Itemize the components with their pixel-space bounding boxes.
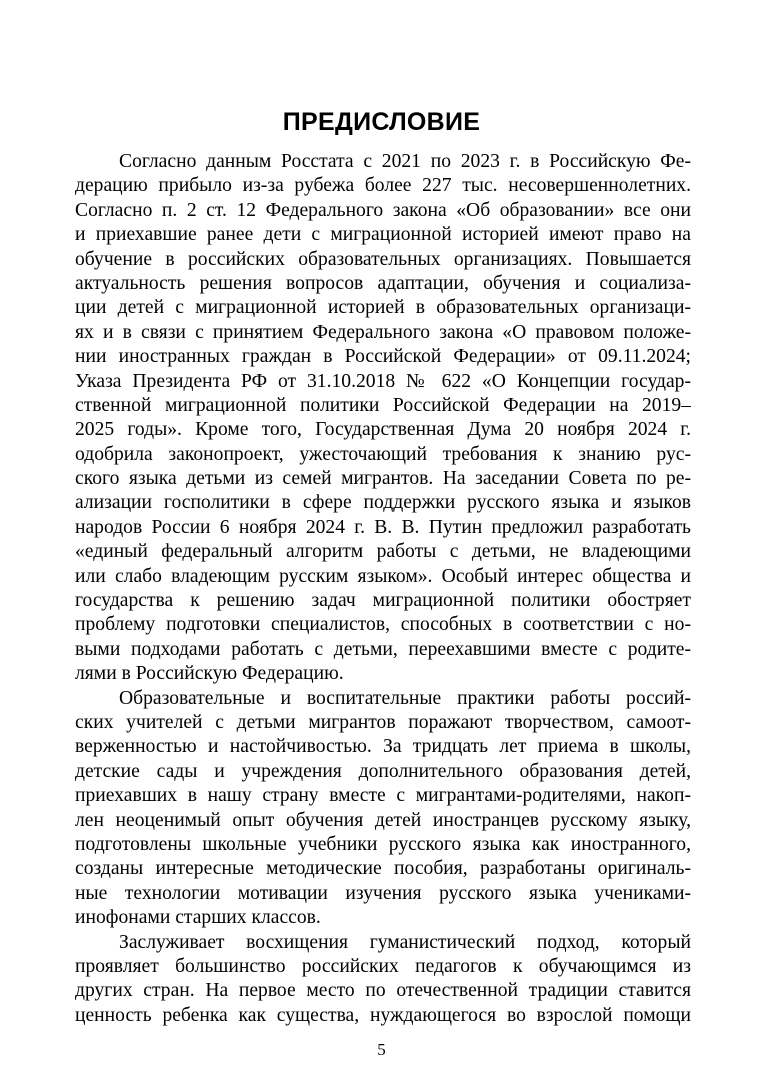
text-line: проблему подготовки специалистов, способных в соответствии с но- [75, 614, 691, 636]
paragraph [75, 931, 691, 1029]
text-line: обучение в российских образовательных организациях. Повышается [75, 248, 691, 270]
text-line: проявляет большинство российских педагогов к обучающимся из [75, 955, 691, 977]
text-line: подготовлены школьные учебники русского языка как иностранного, [75, 833, 691, 855]
text-line: ценность ребенка как существа, нуждающегося во взрослой помощи [75, 1004, 691, 1026]
text-line: Образовательные и воспитательные практики работы россий- [119, 687, 691, 709]
text-line: или слабо владеющим русским языком». Особый интерес общества и [75, 565, 691, 587]
paragraph [75, 150, 691, 687]
text-line: приехавших в нашу страну вместе с мигрантами-родителями, накоп- [75, 785, 691, 807]
text-line: ные технологии мотивации изучения русского языка учениками- [75, 882, 691, 904]
text-line: Указа Президента РФ от 31.10.2018 № 622 «О Концепции государ- [75, 370, 691, 392]
text-line: Заслуживает восхищения гуманистический подход, который [119, 931, 691, 953]
body-text [75, 150, 691, 1028]
text-line: народов России 6 ноября 2024 г. В. В. Путин предложил разработать [75, 516, 691, 538]
text-line: ях и в связи с принятием Федерального закона «О правовом положе- [75, 321, 691, 343]
text-line: актуальность решения вопросов адаптации, обучения и социализа- [75, 272, 691, 294]
text-line: ализации госполитики в сфере поддержки русского языка и языков [75, 492, 691, 514]
text-line: ских учителей с детьми мигрантов поражают творчеством, самоот- [75, 711, 691, 733]
text-line: одобрила законопроект, ужесточающий требования к знанию рус- [75, 443, 691, 465]
text-line: государства к решению задач миграционной политики обостряет [75, 590, 691, 612]
text-line: лями в Российскую Федерацию. [75, 663, 344, 685]
text-line: «единый федеральный алгоритм работы с детьми, не владеющими [75, 541, 691, 563]
text-line: детские сады и учреждения дополнительного образования детей, [75, 760, 691, 782]
text-line: ского языка детьми из семей мигрантов. На заседании Совета по ре- [75, 468, 691, 490]
page-number: 5 [377, 1040, 386, 1059]
text-line: Согласно п. 2 ст. 12 Федерального закона «Об образовании» все они [75, 199, 691, 221]
text-line: 2025 годы». Кроме того, Государственная Дума 20 ноября 2024 г. [75, 419, 691, 441]
text-line: дерацию прибыло из-за рубежа более 227 тыс. несовершеннолетних. [75, 175, 691, 197]
text-line: и приехавшие ранее дети с миграционной историей имеют право на [75, 224, 691, 246]
text-line: верженностью и настойчивостью. За тридцать лет приема в школы, [75, 736, 691, 758]
text-line: Согласно данным Росстата с 2021 по 2023 г. в Российскую Фе- [119, 151, 691, 172]
page-title: ПРЕДИСЛОВИЕ [282, 108, 481, 136]
paragraph [75, 687, 691, 931]
text-line: лен неоценимый опыт обучения детей иностранцев русскому языку, [75, 809, 691, 831]
text-line: выми подходами работать с детьми, переехавшими вместе с родите- [75, 638, 691, 660]
text-line: ственной миграционной политики Российской Федерации на 2019– [75, 394, 691, 416]
text-line: созданы интересные методические пособия, разработаны оригиналь- [75, 858, 691, 880]
text-line: инофонами старших классов. [75, 907, 321, 929]
text-line: других стран. На первое место по отечественной традиции ставится [75, 980, 691, 1002]
text-line: нии иностранных граждан в Российской Федерации» от 09.11.2024; [75, 346, 691, 368]
text-line: ции детей с миграционной историей в образовательных организаци- [75, 297, 691, 319]
